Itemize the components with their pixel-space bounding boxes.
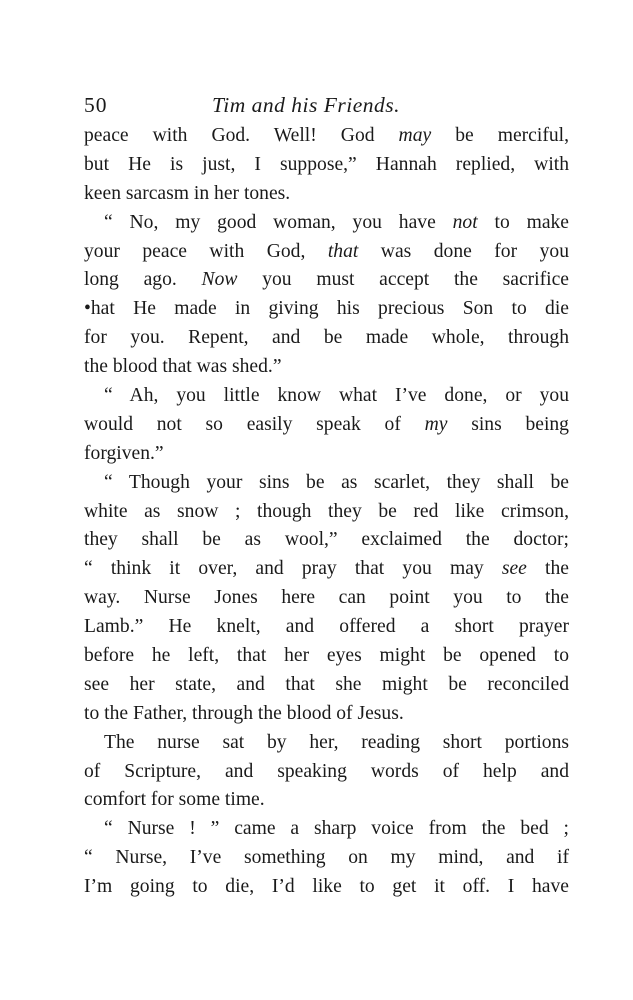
text-line bbox=[84, 469, 569, 498]
text-segment: •hat He made in giving his precious Son to die bbox=[84, 298, 569, 320]
text-line bbox=[84, 555, 569, 584]
text-segment: for you. Repent, and be made whole, through bbox=[84, 327, 569, 349]
text-segment: of Scripture, and speaking words of help and bbox=[84, 760, 569, 782]
text-line bbox=[84, 729, 569, 758]
book-page bbox=[84, 88, 569, 902]
text-segment: to make bbox=[477, 211, 570, 233]
text-segment: way. Nurse Jones here can point you to the bbox=[84, 587, 569, 609]
text-segment: the bbox=[526, 558, 569, 580]
text-segment: to the Father, through the blood of Jesus. bbox=[84, 702, 404, 724]
text-line bbox=[84, 526, 569, 555]
text-segment: white as snow ; though they be red like crimson, bbox=[84, 500, 569, 522]
text-line bbox=[84, 180, 569, 209]
text-line bbox=[84, 411, 569, 440]
text-segment: the blood that was shed.” bbox=[84, 356, 282, 378]
text-segment: “ think it over, and pray that you may bbox=[84, 558, 502, 580]
text-line bbox=[84, 642, 569, 671]
text-line bbox=[84, 324, 569, 353]
text-segment: forgiven.” bbox=[84, 442, 164, 464]
text-line bbox=[84, 295, 569, 324]
text-segment: was done for you bbox=[358, 240, 569, 262]
text-line bbox=[84, 440, 569, 469]
text-line bbox=[84, 122, 569, 151]
body-text bbox=[84, 122, 569, 902]
text-segment: I’m going to die, I’d like to get it off. I have bbox=[84, 876, 569, 898]
text-line bbox=[84, 498, 569, 527]
text-line bbox=[84, 209, 569, 238]
text-segment: “ Ah, you little know what I’ve done, or you bbox=[104, 385, 569, 407]
text-line bbox=[84, 671, 569, 700]
text-segment: “ Nurse, I’ve something on my mind, and if bbox=[84, 847, 569, 869]
text-segment: long ago. bbox=[84, 269, 202, 291]
text-line bbox=[84, 873, 569, 902]
text-segment: be merciful, bbox=[431, 125, 569, 146]
text-segment: Lamb.” He knelt, and offered a short prayer bbox=[84, 616, 569, 638]
text-segment: The nurse sat by her, reading short portions bbox=[104, 731, 569, 753]
italic-word: not bbox=[452, 211, 478, 233]
text-segment: sins being bbox=[447, 413, 569, 435]
text-line bbox=[84, 815, 569, 844]
italic-word: may bbox=[398, 125, 432, 146]
text-line bbox=[84, 584, 569, 613]
italic-word: my bbox=[424, 413, 448, 435]
page-number: 50 bbox=[84, 93, 108, 117]
text-segment: keen sarcasm in her tones. bbox=[84, 182, 291, 204]
text-line bbox=[84, 786, 569, 815]
running-title: Tim and his Friends. bbox=[212, 93, 400, 117]
text-line bbox=[84, 238, 569, 267]
text-segment: but He is just, I suppose,” Hannah replied, with bbox=[84, 153, 569, 175]
text-segment: before he left, that her eyes might be opened to bbox=[84, 645, 569, 667]
text-segment: would not so easily speak of bbox=[84, 413, 425, 435]
text-line bbox=[84, 613, 569, 642]
text-line bbox=[84, 758, 569, 787]
text-line bbox=[84, 844, 569, 873]
text-line bbox=[84, 700, 569, 729]
running-head bbox=[84, 88, 569, 122]
text-segment: your peace with God, bbox=[84, 240, 328, 262]
text-segment: peace with God. Well! God bbox=[84, 125, 399, 146]
text-segment: see her state, and that she might be reconciled bbox=[84, 673, 569, 695]
text-segment: “ No, my good woman, you have bbox=[104, 211, 453, 233]
italic-word: that bbox=[327, 240, 359, 262]
text-segment: “ Nurse ! ” came a sharp voice from the bed ; bbox=[104, 818, 569, 840]
text-segment: comfort for some time. bbox=[84, 789, 265, 811]
italic-word: see bbox=[501, 558, 527, 580]
text-segment: they shall be as wool,” exclaimed the doctor; bbox=[84, 529, 569, 551]
italic-word: Now bbox=[201, 269, 238, 291]
text-line bbox=[84, 382, 569, 411]
text-line bbox=[84, 151, 569, 180]
text-segment: you must accept the sacrifice bbox=[237, 269, 569, 291]
text-segment: “ Though your sins be as scarlet, they shall be bbox=[104, 471, 569, 493]
text-line bbox=[84, 266, 569, 295]
text-line bbox=[84, 353, 569, 382]
